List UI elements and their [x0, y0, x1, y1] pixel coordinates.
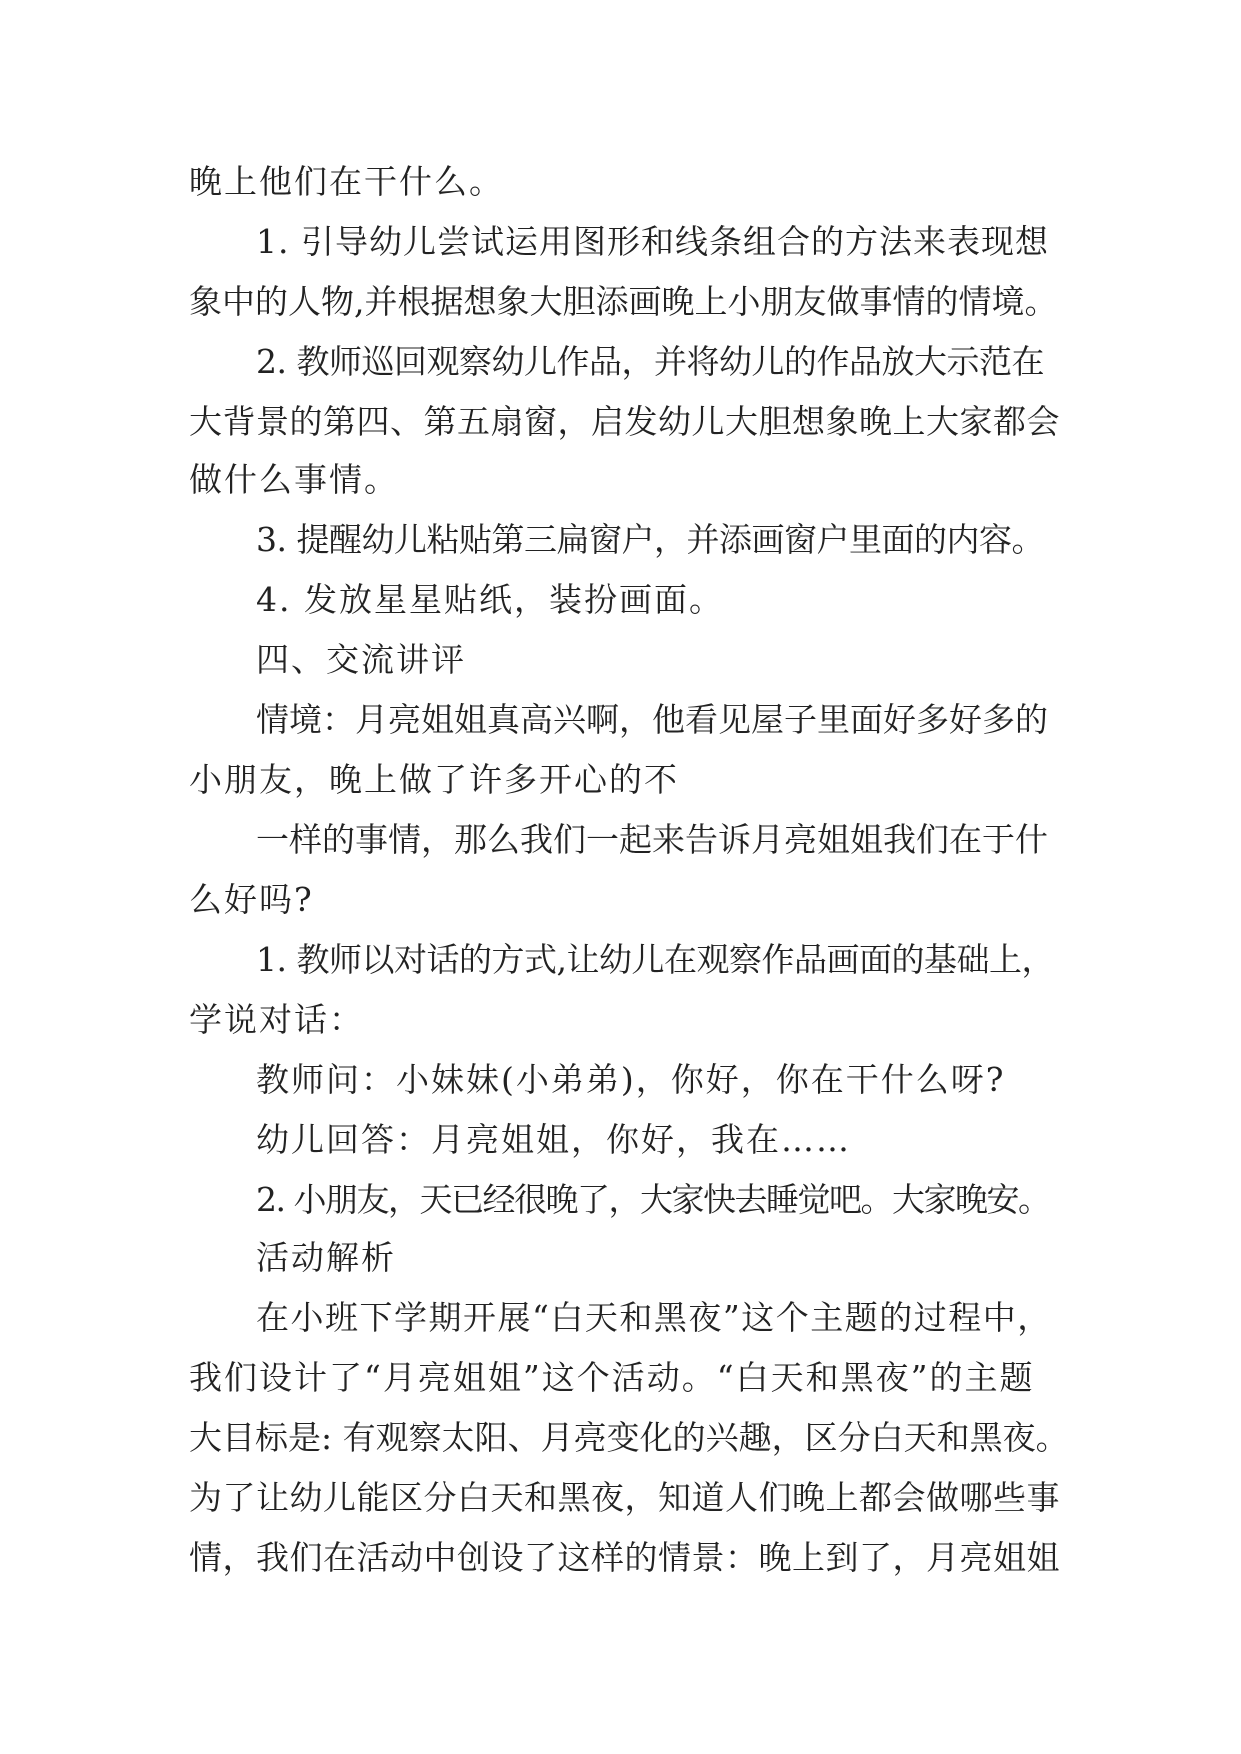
text-line: 象中的人物,并根据想象大胆添画晚上小朋友做事情的情境。: [189, 282, 1058, 321]
text-line: 大目标是: 有观察太阳、月亮变化的兴趣，区分白天和黑夜。: [189, 1418, 1069, 1457]
text-line: 1. 教师以对话的方式,让幼儿在观察作品画面的基础上，: [256, 940, 1054, 979]
text-line: 4. 发放星星贴纸，装扮画面。: [256, 580, 724, 619]
text-line: 一样的事情，那么我们一起来告诉月亮姐姐我们在于什: [256, 820, 1048, 859]
text-line: 2. 教师巡回观察幼儿作品，并将幼儿的作品放大示范在: [256, 342, 1044, 381]
section-heading: 活动解析: [256, 1238, 396, 1277]
text-line: 在小班下学期开展“白天和黑夜”这个主题的过程中，: [256, 1298, 1052, 1337]
text-line: 我们设计了“月亮姐姐”这个活动。“白天和黑夜”的主题: [189, 1358, 1035, 1397]
text-line: 为了让幼儿能区分白天和黑夜，知道人们晚上都会做哪些事: [189, 1478, 1060, 1517]
text-line: 晚上他们在干什么。: [189, 162, 504, 201]
text-line: 3. 提醒幼儿粘贴第三扁窗户，并添画窗户里面的内容。: [256, 520, 1044, 559]
text-line: 2. 小朋友，天已经很晚了，大家快去睡觉吧。大家晚安。: [256, 1180, 1050, 1219]
text-line: 情境：月亮姐姐真高兴啊，他看见屋子里面好多好多的: [256, 700, 1048, 739]
text-line: 幼儿回答：月亮姐姐，你好，我在……: [256, 1120, 851, 1159]
section-heading: 四、交流讲评: [256, 640, 466, 679]
text-line: 教师问：小妹妹(小弟弟)，你好，你在干什么呀?: [256, 1060, 1006, 1099]
text-line: 大背景的第四、第五扇窗，启发幼儿大胆想象晚上大家都会: [189, 402, 1060, 441]
text-line: 1. 引导幼儿尝试运用图形和线条组合的方法来表现想: [256, 222, 1049, 261]
text-line: 小朋友，晚上做了许多开心的不: [189, 760, 679, 799]
text-line: 情，我们在活动中创设了这样的情景：晚上到了，月亮姐姐: [189, 1538, 1060, 1577]
text-line: 学说对话：: [189, 1000, 364, 1039]
text-line: 么好吗?: [189, 880, 314, 919]
text-line: 做什么事情。: [189, 460, 399, 499]
